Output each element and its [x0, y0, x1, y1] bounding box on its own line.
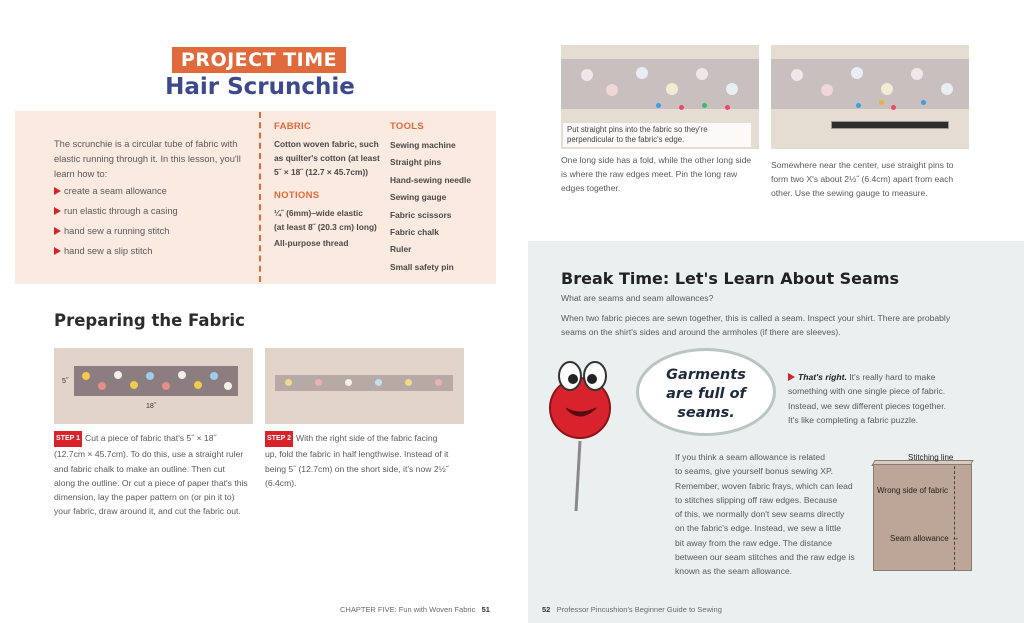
tools-list: Sewing machine Straight pins Hand-sewing needle Sewing gauge Fabric scissors Fabric chalk Ruler Small safety pin: [390, 140, 471, 272]
triangle-bullet-icon: [788, 373, 795, 381]
fabric-photo-step2: [265, 348, 464, 424]
speech-bubble-text: Garments are full of seams.: [666, 367, 746, 421]
fabric-text: Cotton woven fabric, such as quilter's cotton (at least 5˝ × 18˝ (12.7 × 45.7cm)): [274, 139, 380, 177]
bullet-item: run elastic through a casing: [54, 206, 178, 216]
break-subheading: What are seams and seam allowances?: [561, 293, 714, 303]
dashed-divider: [259, 112, 261, 282]
pins-photo-2: [771, 45, 969, 149]
tools-heading: TOOLS: [390, 121, 425, 132]
seam-allowance-text: If you think a seam allowance is related to seams, give yourself bonus sewing XP. Remember, woven fabric frays, which can lead to stitches slipping off raw edges. Because of this, we normally don't sew seams directly on the fabric's edge. Instead, we sew a little bit away from the raw edge. The distance between our seam stitches and the raw edge is known as the seam allowance.: [675, 452, 855, 577]
intro-text: The scrunchie is a circular tube of fabric with elastic running through it. In this lesson, you'll learn how to:: [54, 139, 241, 179]
seam-diagram: [873, 464, 972, 571]
pincushion-mascot-icon: [540, 346, 640, 516]
step2-text: STEP 2 With the right side of the fabric facing up, fold the fabric in half lengthwise. Instead of it being 5˝ (12.7cm) on the short side, it's now 2½˝ (6.4cm).: [265, 433, 449, 488]
photo2-caption: Somewhere near the center, use straight pins to form two X's about 2½˝ (6.4cm) apart from each other. Use the sewing gauge to measure.: [771, 160, 954, 198]
photo1-caption: One long side has a fold, while the other long side is where the raw edges meet. Pin the long raw edges together.: [561, 155, 752, 193]
triangle-bullet-icon: [54, 227, 61, 235]
triangle-bullet-icon: [54, 187, 61, 195]
pinned-fabric: [561, 59, 759, 109]
pinned-fabric: [771, 59, 969, 109]
break-intro: When two fabric pieces are sewn together, this is called a seam. Inspect your shirt. There are probably seams on the shirt's sides and around the armholes (if there are sleeves).: [561, 313, 951, 338]
bullet-item: hand sew a slip stitch: [54, 246, 152, 256]
fabric-piece: [74, 366, 238, 396]
notions-list: ¼˝ (6mm)–wide elastic (at least 8˝ (20.3 cm) long) All-purpose thread: [274, 208, 377, 248]
fabric-heading: FABRIC: [274, 121, 312, 132]
left-footer: CHAPTER FIVE: Fun with Woven Fabric 51: [340, 605, 490, 614]
pins-photo-1: [561, 45, 759, 149]
project-time-badge: PROJECT TIME: [172, 47, 346, 73]
double-arrow-icon: ↔: [952, 535, 959, 542]
folded-fabric: [275, 375, 453, 391]
sewing-gauge-ruler: [831, 121, 949, 129]
page-title: Hair Scrunchie: [165, 74, 355, 100]
preparing-fabric-heading: Preparing the Fabric: [54, 311, 245, 330]
pin-head-icon: [879, 100, 884, 105]
pin-head-icon: [679, 105, 684, 110]
notions-heading: NOTIONS: [274, 190, 320, 201]
triangle-bullet-icon: [54, 247, 61, 255]
pin-head-icon: [856, 103, 861, 108]
step1-text: STEP 1 Cut a piece of fabric that's 5˝ × 18˝ (12.7cm × 45.7cm). To do this, use a straight ruler and fabric chalk to make an outline. Then cut along the outline. Or cut a piece of paper that's this dimension, lay the paper pattern on (or pin it to) your fabric, draw around it, and cut the fabric out.: [54, 433, 248, 517]
thats-right-text: That's right. It's really hard to make something with one single piece of fabric. Instead, we sew different pieces together. It's like completing a fabric puzzle.: [788, 372, 946, 425]
photo-caption-overlay: Put straight pins into the fabric so they're perpendicular to the fabric's edge.: [563, 123, 751, 147]
seam-allowance-label: Seam allowance: [890, 534, 949, 543]
break-time-heading: Break Time: Let's Learn About Seams: [561, 269, 900, 288]
bullet-item: create a seam allowance: [54, 186, 167, 196]
stitching-line: [954, 466, 955, 570]
pin-head-icon: [921, 100, 926, 105]
pin-head-icon: [702, 103, 707, 108]
pin-head-icon: [725, 105, 730, 110]
wrong-side-label: Wrong side of fabric: [877, 486, 948, 495]
pin-head-icon: [891, 105, 896, 110]
pin-head-icon: [656, 103, 661, 108]
step1-tag: STEP 1: [54, 431, 82, 447]
triangle-bullet-icon: [54, 207, 61, 215]
bullet-item: hand sew a running stitch: [54, 226, 169, 236]
stitching-line-label: Stitching line: [908, 453, 954, 462]
dimension-label-18: 18˝: [146, 403, 157, 410]
right-footer: 52 Professor Pincushion's Beginner Guide to Sewing: [542, 605, 722, 614]
dimension-label-5: 5˝: [62, 378, 69, 385]
fabric-photo-step1: [54, 348, 253, 424]
step2-tag: STEP 2: [265, 431, 293, 447]
